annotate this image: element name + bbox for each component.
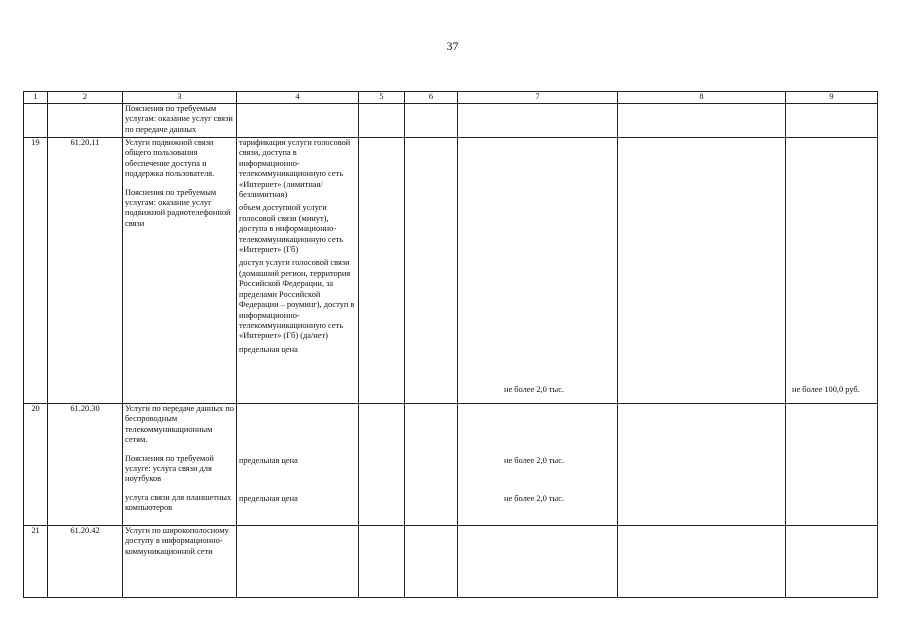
price-value: не более 100,0 руб. [792, 385, 860, 394]
requirements-table [23, 91, 878, 598]
service-description: Пояснения по требуемым услугам: оказание услуг связи по передаче данных [123, 104, 237, 138]
service-name: Услуги подвижной связи общего пользования обеспечение доступа и поддержка пользователя. [125, 138, 215, 179]
okpd-code: 61.20.30 [48, 404, 123, 526]
service-explanation: Пояснения по требуемым услугам: оказание услуг подвижной радиотелефонной связи [125, 187, 231, 228]
characteristic-access: доступ услуги голосовой связи (домашний регион, территория Российской Федерации, за пределами Российской Федерации – роуминг), доступ в информационно-телекоммуникационную сеть «Интернет» (Гб) (да/нет) [239, 258, 355, 341]
price-value: не более 2,0 тыс. [504, 385, 564, 394]
characteristics-cell [237, 404, 359, 526]
row-number: 19 [24, 138, 48, 404]
okpd-code: 61.20.11 [48, 138, 123, 404]
column-header: 9 [786, 92, 878, 104]
column-header: 7 [458, 92, 618, 104]
service-description: Услуги по широкополосному доступу в информационно-коммуникационной сети [123, 526, 237, 598]
page-number: 37 [446, 39, 459, 53]
table-row-continuation [24, 104, 878, 138]
column-header: 6 [405, 92, 458, 104]
value-cell [458, 138, 618, 404]
price-value: не более 2,0 тыс. [504, 494, 564, 504]
table-row-21 [24, 526, 878, 598]
okpd-code: 61.20.42 [48, 526, 123, 598]
column-header: 4 [237, 92, 359, 104]
table-row-19 [24, 138, 878, 404]
characteristic-price-limit: предельная цена [239, 344, 298, 354]
row-number: 20 [24, 404, 48, 526]
characteristic-price-limit: предельная цена [239, 494, 298, 504]
characteristics-cell [237, 138, 359, 404]
column-number-row [24, 92, 878, 104]
characteristic-tariffing: тарификация услуги голосовой связи, доступа в информационно-телекоммуникационную сеть «Интернет» (лимитная/ безлимитная) [239, 138, 351, 200]
column-header: 2 [48, 92, 123, 104]
service-description [123, 404, 237, 526]
value-cell [786, 138, 878, 404]
service-tablets: услуга связи для планшетных компьютеров [125, 492, 232, 513]
column-header: 1 [24, 92, 48, 104]
service-explanation: Пояснения по требуемой услуге: услуга связи для ноутбуков [125, 453, 214, 484]
characteristic-price-limit: предельная цена [239, 456, 298, 465]
characteristic-volume: объем доступной услуги голосовой связи (минут), доступа в информационно-телекоммуникационную сеть «Интернет» (Гб) [239, 203, 344, 255]
price-value: не более 2,0 тыс. [504, 456, 564, 465]
column-header: 3 [123, 92, 237, 104]
column-header: 5 [359, 92, 405, 104]
column-header: 8 [618, 92, 786, 104]
service-name: Услуги по передаче данных по беспроводным телекоммуникационным сетям. [125, 404, 234, 445]
row-number: 21 [24, 526, 48, 598]
table-row-20 [24, 404, 878, 526]
value-cell [458, 404, 618, 526]
service-description [123, 138, 237, 404]
